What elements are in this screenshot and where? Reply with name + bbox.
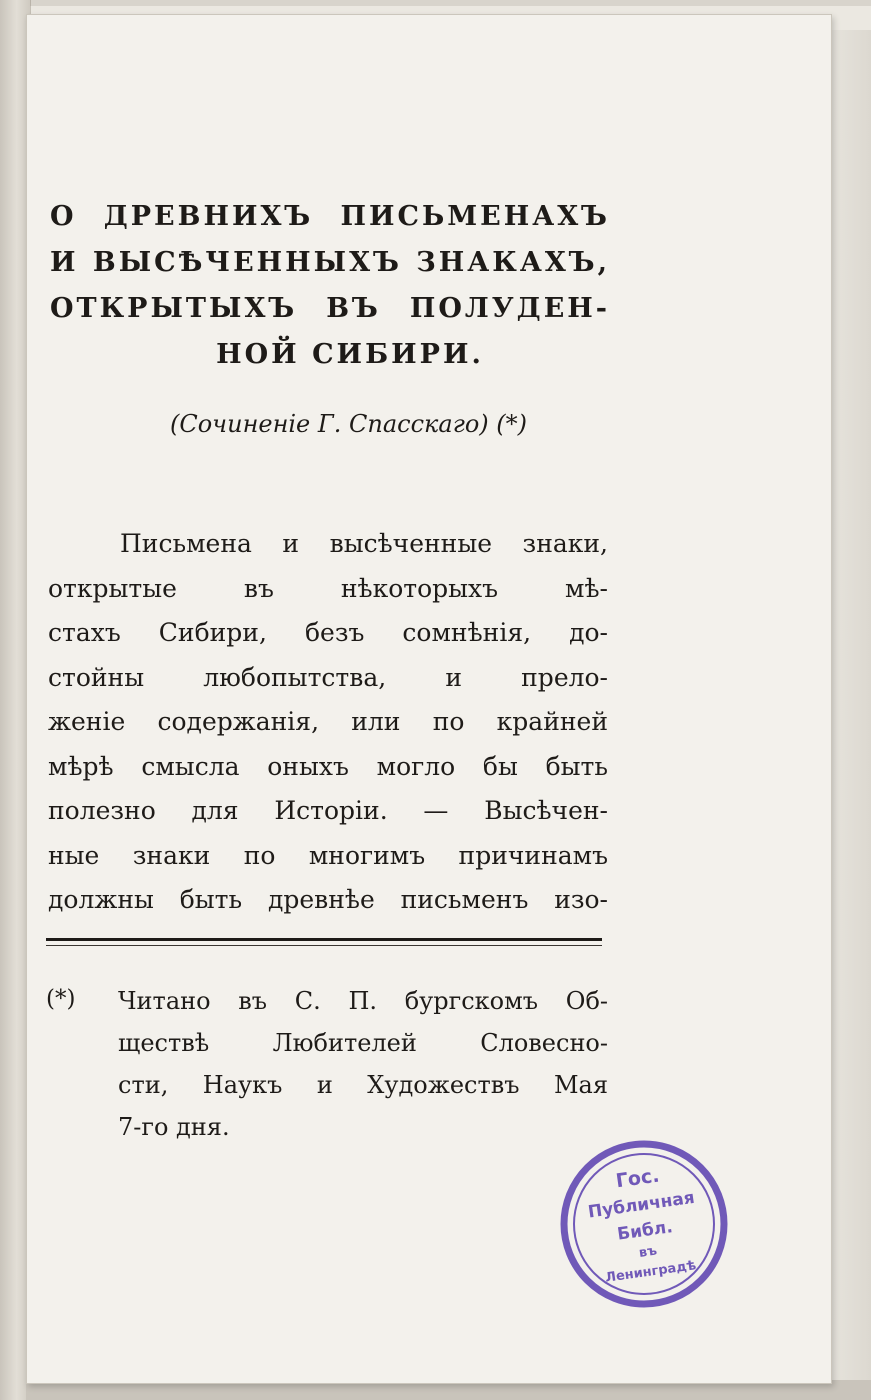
stamp-text: Библ. (616, 1217, 674, 1245)
text-line: мѣрѣ смысла оныхъ могло бы быть (48, 751, 608, 781)
text-line: Письмена и высѣченные знаки, (120, 529, 608, 558)
footnote-line: сти, Наукъ и Художествъ Мая (118, 1071, 608, 1099)
text-line: ные знаки по многимъ причинамъ (48, 840, 608, 870)
stamp-text: Публичная (586, 1187, 696, 1223)
text-line: должны быть древнѣе письменъ изо- (48, 885, 608, 914)
library-stamp (558, 1138, 730, 1310)
page-edge (832, 30, 871, 1390)
stamp-text: Ленинградѣ (604, 1258, 698, 1286)
text-line: стойны любопытства, и прело- (48, 662, 608, 692)
title-line: И ВЫСѢЧЕННЫХЪ ЗНАКАХЪ, (50, 247, 610, 278)
stamp-text: Гос. (614, 1164, 661, 1193)
text-line: открытые въ нѣкоторыхъ мѣ- (48, 573, 608, 603)
footnote-line: 7-го дня. (118, 1113, 230, 1141)
footnote-text (118, 980, 608, 1148)
text-line: полезно для Исторіи. — Высѣчен- (48, 796, 608, 825)
title-line: О ДРЕВНИХЪ ПИСЬМЕНАХЪ (50, 201, 610, 232)
page-title (50, 194, 610, 378)
footnote-divider (46, 938, 602, 941)
body-text (48, 522, 608, 923)
text-line: женіе содержанія, или по крайней (48, 707, 608, 736)
title-line: НОЙ СИБИРИ. (216, 339, 484, 370)
footnote-line: ществѣ Любителей Словесно- (118, 1029, 608, 1057)
text-line: стахъ Сибири, безъ сомнѣнія, до- (48, 618, 608, 647)
author-line: (Сочиненіе Г. Спасскаго) (*) (170, 410, 527, 438)
footnote-divider-thin (46, 945, 602, 946)
stamp-text: въ (638, 1243, 658, 1261)
footnote-mark: (*) (46, 986, 76, 1012)
title-line: ОТКРЫТЫХЪ ВЪ ПОЛУДЕН- (50, 293, 610, 324)
footnote-line: Читано въ С. П. бургскомъ Об- (118, 987, 608, 1015)
